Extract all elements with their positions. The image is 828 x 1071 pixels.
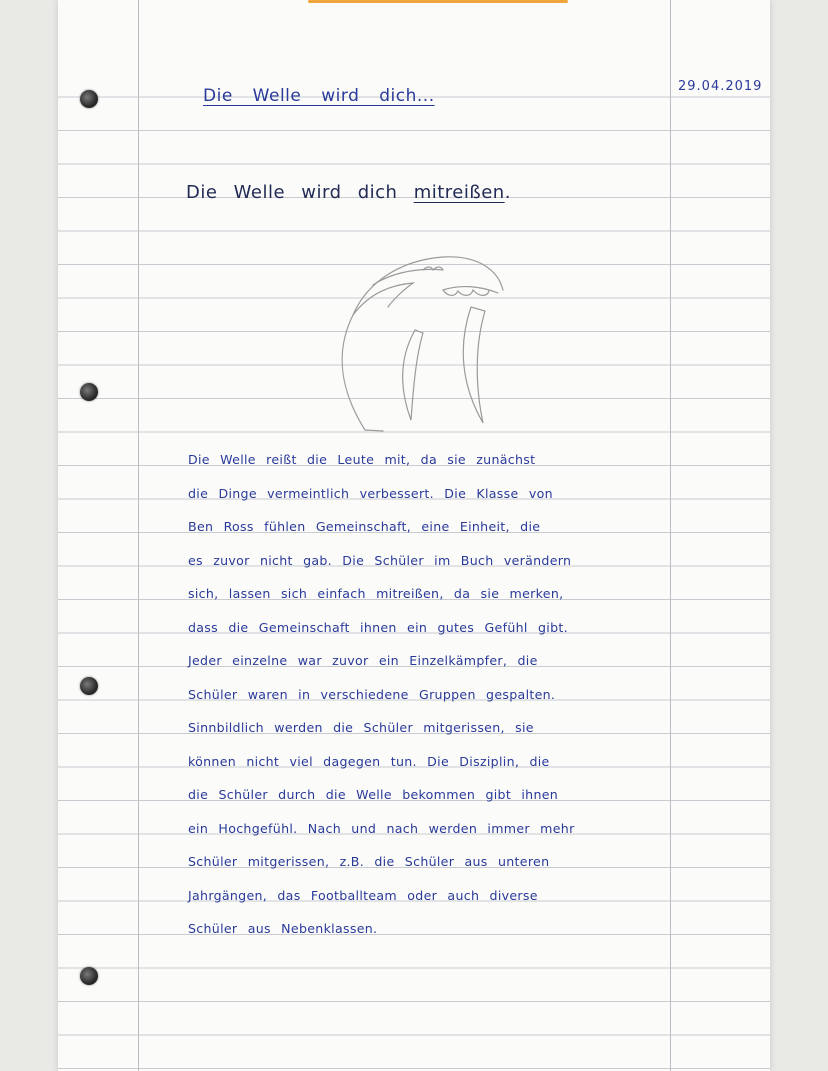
text-line: dass die Gemeinschaft ihnen ein gutes Gefühl gibt. <box>188 619 568 635</box>
text-line: Jeder einzelne war zuvor ein Einzelkämpfer, die <box>188 653 538 668</box>
notebook-sheet <box>58 0 770 1071</box>
text-line: Ben Ross fühlen Gemeinschaft, eine Einheit, die <box>188 519 541 534</box>
text-line: die Schüler durch die Welle bekommen gibt ihnen <box>188 787 559 802</box>
text-line: ein Hochgefühl. Nach und nach werden immer mehr <box>188 820 575 836</box>
text-line: die Dinge vermeintlich verbessert. Die Klasse von <box>188 485 553 501</box>
text-line: es zuvor nicht gab. Die Schüler im Buch verändern <box>188 552 572 568</box>
title-end: . <box>504 182 511 203</box>
title-start: Die Welle wird dich <box>186 182 414 203</box>
orange-edge-mark <box>308 0 568 3</box>
wave-drawing-icon <box>293 245 553 435</box>
sheet-header-area <box>58 0 770 60</box>
punch-hole <box>80 967 98 985</box>
punch-hole <box>80 677 98 695</box>
text-line: können nicht viel dagegen tun. Die Disziplin, die <box>188 753 550 769</box>
essay-text <box>188 443 678 946</box>
text-line: Schüler waren in verschiedene Gruppen gespalten. <box>188 686 556 702</box>
text-line: Schüler mitgerissen, z.B. die Schüler aus unteren <box>188 854 550 869</box>
date-label: 29.04.2019 <box>678 79 763 94</box>
text-line: Sinnbildlich werden die Schüler mitgerissen, sie <box>188 720 534 735</box>
text-line: Schüler aus Nebenklassen. <box>188 921 378 936</box>
page-title <box>186 182 511 203</box>
title-underlined-word: mitreißen <box>413 182 505 203</box>
left-margin-line <box>138 0 139 1071</box>
punch-hole <box>80 383 98 401</box>
text-line: Jahrgängen, das Footballteam oder auch diverse <box>188 887 538 903</box>
text-line: Die Welle reißt die Leute mit, da sie zunächst <box>188 452 536 467</box>
text-line: sich, lassen sich einfach mitreißen, da sie merken, <box>188 586 564 601</box>
page-heading: Die Welle wird dich... <box>203 86 435 106</box>
punch-hole <box>80 90 98 108</box>
